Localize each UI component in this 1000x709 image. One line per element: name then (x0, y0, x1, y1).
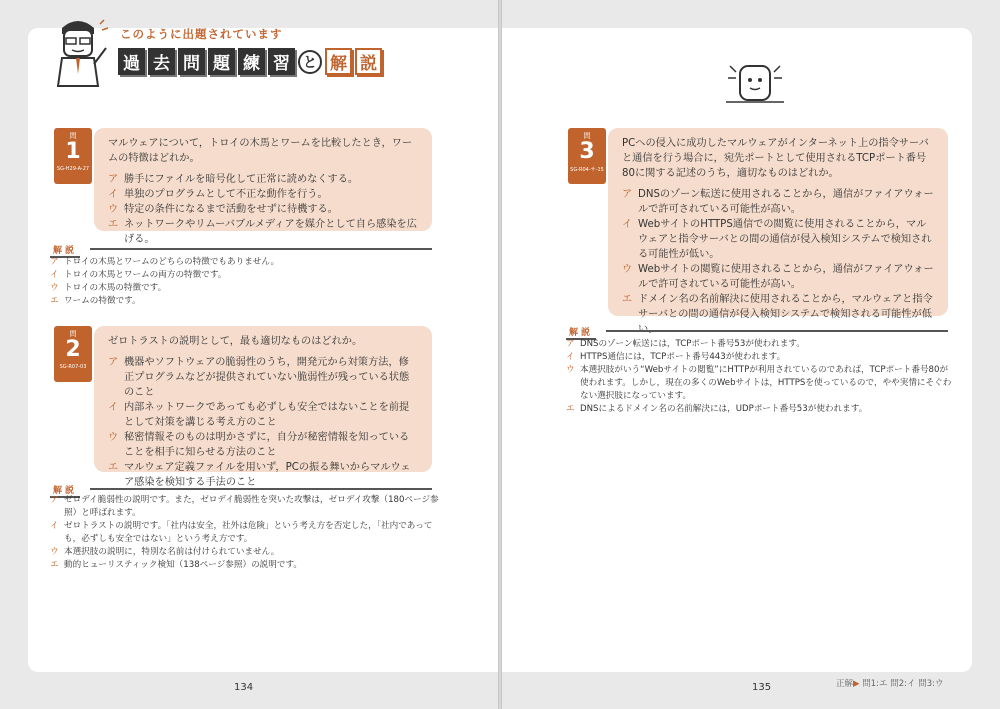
choice-item: イ 内部ネットワークであっても必ずしも安全ではないことを前提として対策を講じる考え方のこと (108, 402, 410, 428)
teacher-mascot-icon (48, 14, 108, 89)
explanation-item: ア トロイの木馬とワームのどちらの特徴でもありません。 (50, 257, 280, 267)
question-badge: 問 3 SG-R04-サ-15 (568, 128, 606, 184)
choice-item: ア 機器やソフトウェアの脆弱性のうち，開発元から対策方法，修正プログラムなどが提供されていない脆弱性が残っている状態のこと (108, 357, 410, 398)
explanation-item: エ ワームの特徴です。 (50, 296, 141, 306)
explanation-heading: 解説 (566, 320, 948, 334)
title-conjunction: と (298, 50, 322, 74)
book-spine (498, 0, 502, 709)
question-number: 1 (65, 139, 81, 164)
choice-item: ア DNSのゾーン転送に使用されることから，通信がファイアウォールで許可されている可能性が高い。 (622, 189, 934, 215)
question-box (94, 326, 432, 488)
question-box (608, 128, 948, 335)
page-number-left: 134 (234, 682, 254, 693)
explanation-list (566, 338, 954, 416)
explanation-item: ウ 本選択肢の説明に，特別な名前は付けられていません。 (50, 547, 280, 557)
title-accent-char: 解 (325, 48, 352, 75)
choice-item: エ ドメイン名の名前解決に使用されることから，マルウェアと指令サーバとの間の通信が侵入検知システムで検知される可能性が低い。 (622, 294, 933, 335)
choice-item: エ ネットワークやリムーバブルメディアを媒介として自ら感染を広げる。 (108, 219, 417, 245)
question-text: ゼロトラストの説明として，最も適切なものはどれか。 (108, 336, 363, 347)
title-char: 去 (148, 48, 175, 75)
question-number: 2 (65, 337, 81, 362)
choice-item: ウ 特定の条件になるまで活動をせずに待機する。 (108, 204, 338, 215)
title-char: 習 (268, 48, 295, 75)
explanation-heading: 解説 (50, 478, 432, 492)
explanation-list (50, 256, 440, 308)
explanation-item: イ トロイの木馬とワームの両方の特徴です。 (50, 270, 227, 280)
explanation-heading: 解説 (50, 238, 432, 252)
choice-item: エ マルウェア定義ファイルを用いず，PCの振る舞いからマルウェア感染を検知する手法のこと (108, 462, 411, 488)
question-text: PCへの侵入に成功したマルウェアがインターネット上の指令サーバと通信を行う場合に，宛先ポートとして使用されるTCPポート番号80に関する記述のうち，適切なものはどれか。 (622, 138, 929, 179)
choice-item: イ 単独のプログラムとして不正な動作を行う。 (108, 189, 328, 200)
answer-item: 問3:ウ (918, 679, 944, 689)
explanation-item: ウ 本選択肢がいう“Webサイトの閲覧”にHTTPが利用されているのであれば，TCPポート番号80が使われます。しかし，現在の多くのWebサイトは，HTTPSを使っているので，やや実情にそぐわない選択肢になっています。 (566, 365, 952, 401)
explanation-item: エ DNSによるドメイン名の名前解決には，UDPポート番号53が使われます。 (566, 404, 868, 414)
title-char: 題 (208, 48, 235, 75)
explanation-item: イ HTTPS通信には，TCPポート番号443が使われます。 (566, 352, 786, 362)
question-text: マルウェアについて，トロイの木馬とワームを比較したとき，ワームの特徴はどれか。 (108, 138, 413, 164)
title-char: 過 (118, 48, 145, 75)
answer-label: 正解 (836, 679, 854, 689)
explanation-item: ウ トロイの木馬の特徴です。 (50, 283, 167, 293)
explanation-item: イ ゼロトラストの説明です。「社内は安全，社外は危険」という考え方を否定した，「社内であっても，必ずしも安全ではない」という考え方です。 (50, 521, 433, 544)
page-number-right: 135 (752, 682, 772, 693)
question-box (94, 128, 432, 245)
explanation-item: ア DNSのゾーン転送には，TCPポート番号53が使われます。 (566, 339, 805, 349)
title-accent-char: 説 (355, 48, 382, 75)
title-char: 問 (178, 48, 205, 75)
question-badge: 問 2 SG-R07-03 (54, 326, 92, 382)
answer-key (836, 677, 944, 689)
choice-item: ウ 秘密情報そのものは明かさずに，自分が秘密情報を知っていることを相手に知らせる方法のこと (108, 432, 410, 458)
question-number: 3 (579, 139, 595, 164)
answer-item: 問2:イ (890, 679, 916, 689)
arrow-icon: ▶ (853, 679, 860, 689)
answer-item: 問1:エ (862, 679, 888, 689)
question-badge: 問 1 SG-H29-A-27 (54, 128, 92, 184)
question-code: SG-H29-A-27 (56, 166, 90, 172)
header-title (118, 48, 382, 75)
robot-mascot-icon (724, 58, 786, 106)
question-code: SG-R04-サ-15 (570, 167, 604, 173)
section-header (48, 14, 377, 100)
explanation-item: エ 動的ヒューリスティック検知（138ページ参照）の説明です。 (50, 560, 302, 570)
header-subtitle: このように出題されています (120, 27, 283, 41)
choice-item: ア 勝手にファイルを暗号化して正常に読めなくする。 (108, 174, 359, 185)
explanation-item: ア ゼロデイ脆弱性の説明です。また，ゼロデイ脆弱性を突いた攻撃は，ゼロデイ攻撃（180ページ参照）と呼ばれます。 (50, 495, 439, 518)
choice-item: イ WebサイトのHTTPS通信での閲覧に使用されることから，マルウェアと指令サーバとの間の通信が侵入検知システムで検知される可能性が低い。 (622, 219, 932, 260)
explanation-list (50, 494, 442, 572)
title-char: 練 (238, 48, 265, 75)
choice-item: ウ Webサイトの閲覧に使用されることから，通信がファイアウォールで許可されている可能性が高い。 (622, 264, 934, 290)
question-code: SG-R07-03 (59, 364, 87, 370)
